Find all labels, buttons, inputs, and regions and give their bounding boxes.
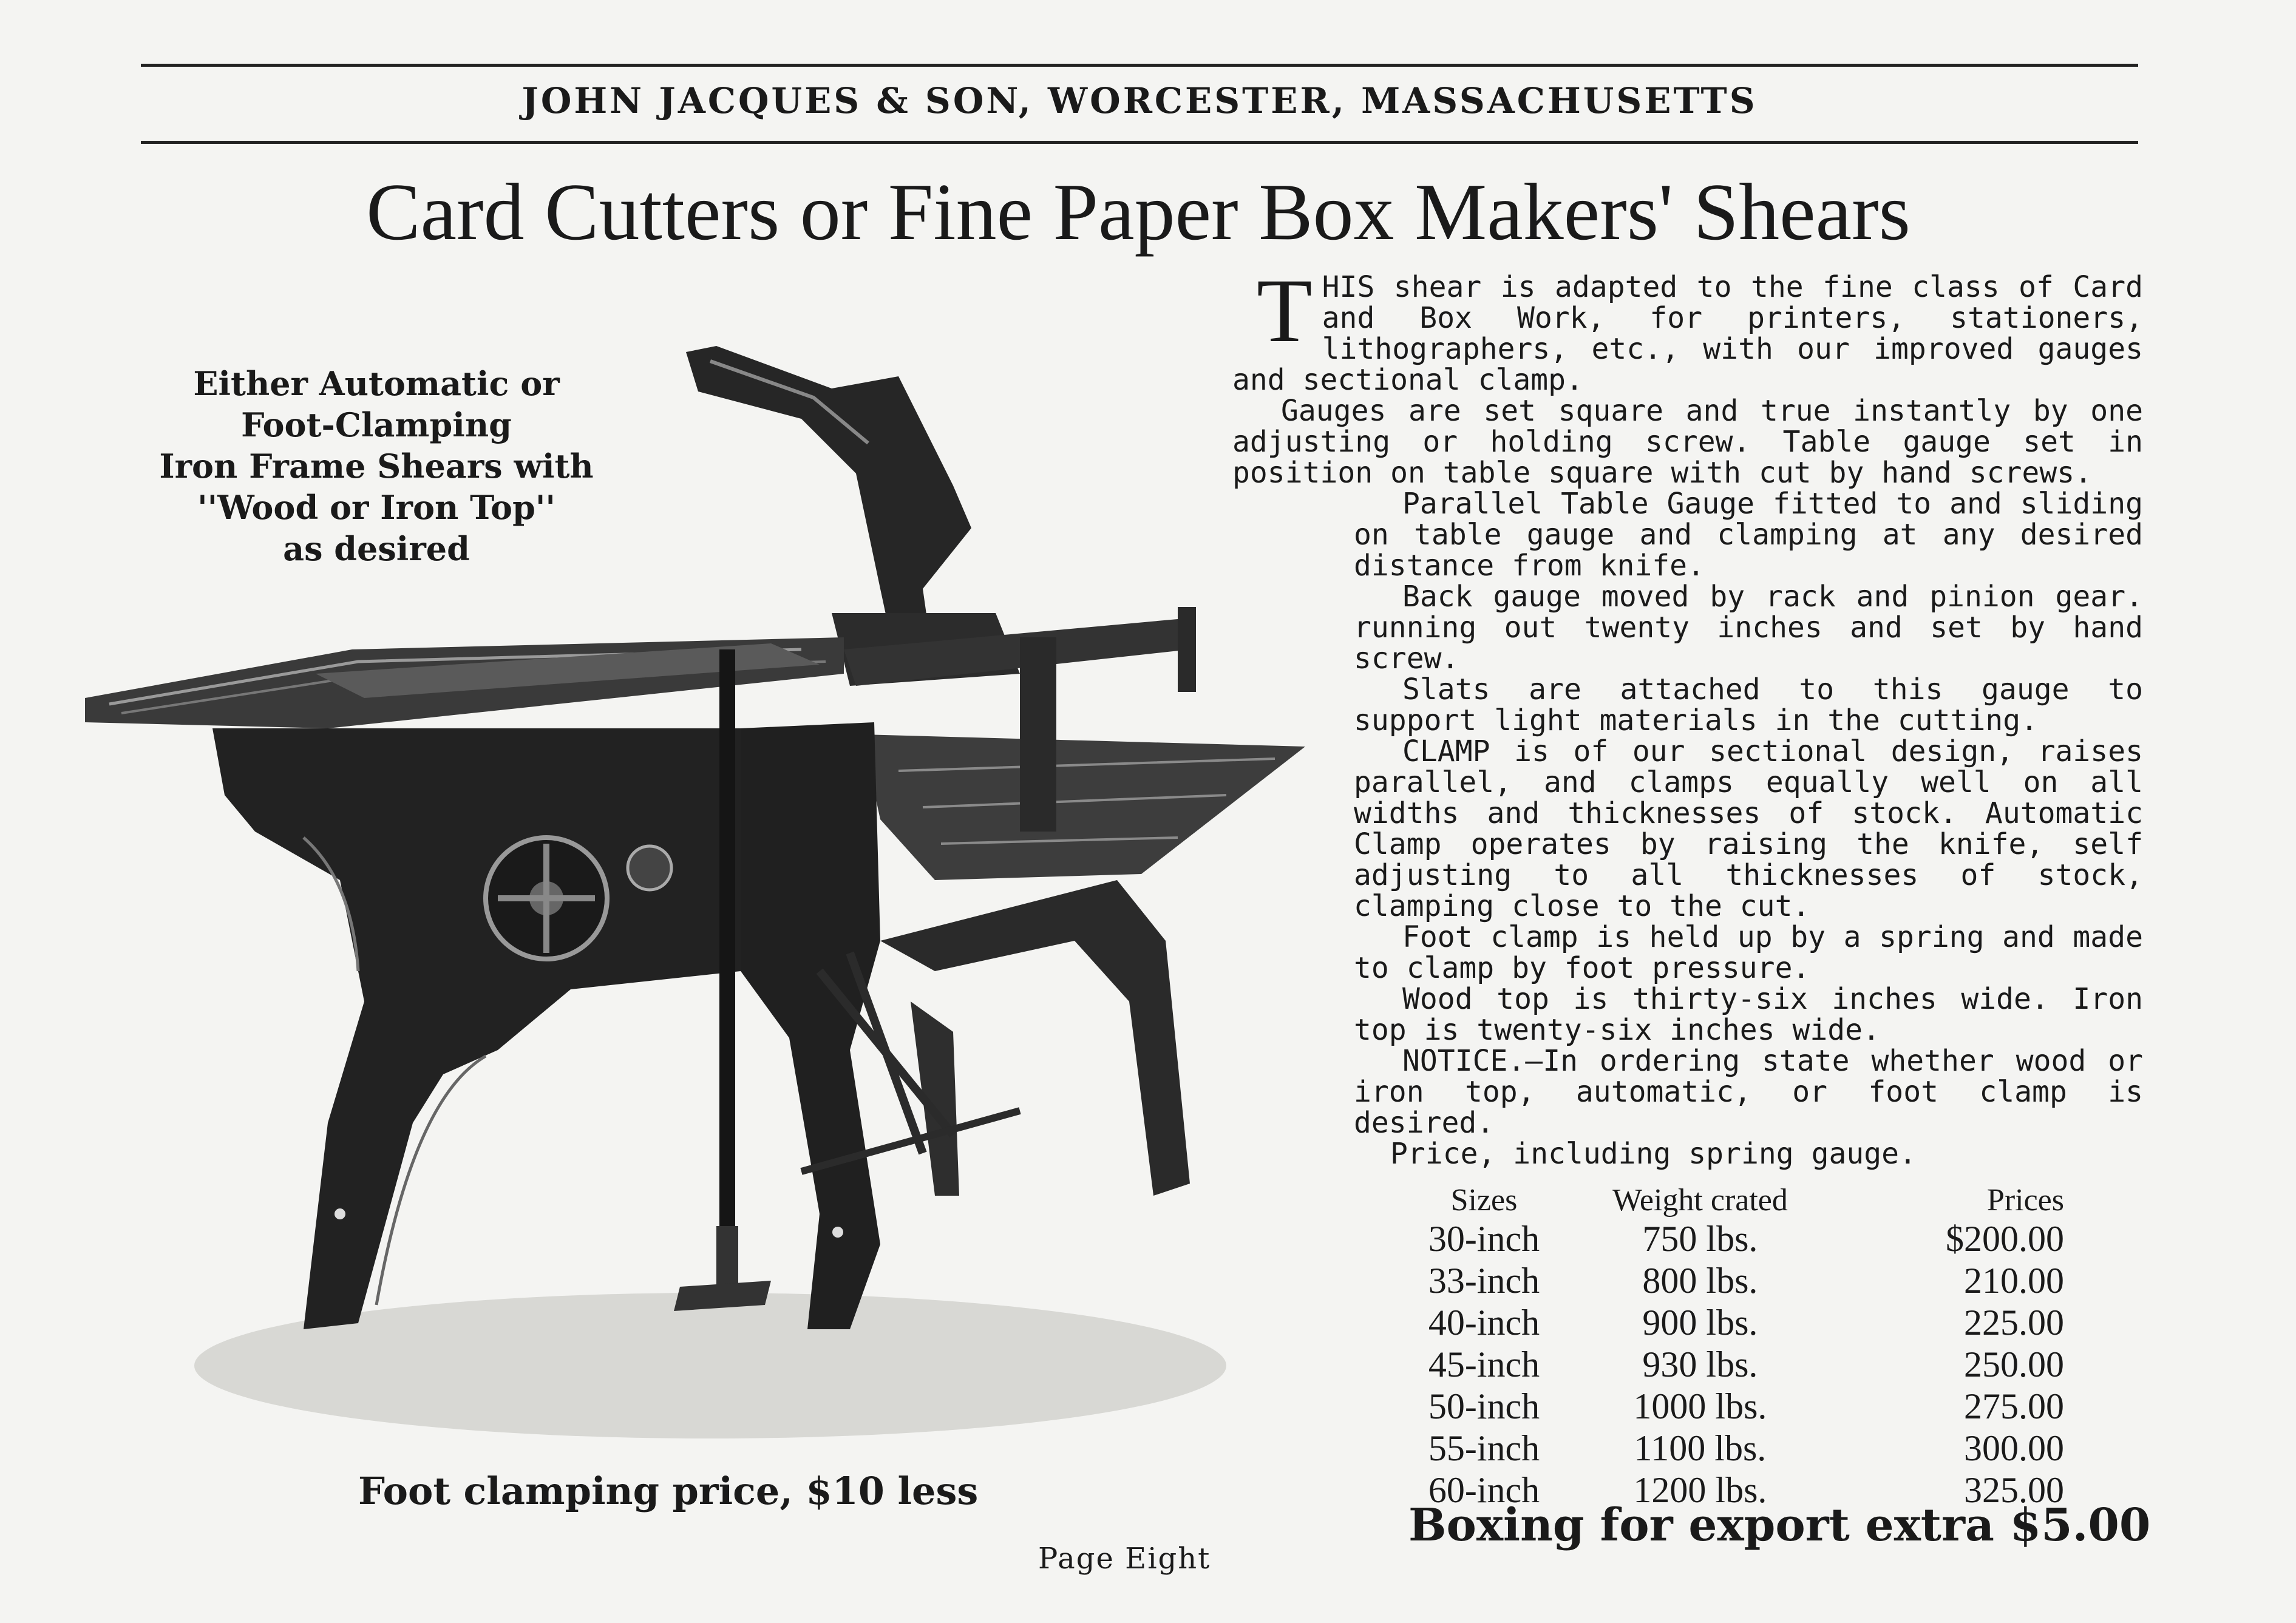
table-row <box>1396 1218 2088 1260</box>
size-cell: 40-inch <box>1428 1303 1540 1343</box>
price-cell: 225.00 <box>1964 1303 2064 1343</box>
description-paragraph: CLAMP is of our sectional design, raises parallel, and clamps equally well on all widths and thicknesses of stock. Automatic Clamp operates by raising the knife, self adjusting to all thicknesses of stock, clamping close to the cut. <box>1354 734 2143 923</box>
table-row <box>1396 1386 2088 1428</box>
company-header: JOHN JACQUES & SON, WORCESTER, MASSACHUSETTS <box>521 80 1758 121</box>
table-row <box>1396 1302 2088 1344</box>
size-cell: 45-inch <box>1428 1344 1540 1384</box>
foot-clamping-note: Foot clamping price, $10 less <box>358 1469 979 1513</box>
description-paragraph: NOTICE.—In ordering state whether wood or iron top, automatic, or foot clamp is desired. <box>1354 1044 2143 1140</box>
price-cell: 275.00 <box>1964 1386 2064 1426</box>
column-header: Sizes <box>1450 1183 1518 1218</box>
table-row <box>1396 1260 2088 1302</box>
caption-line: Iron Frame Shears with <box>159 447 594 486</box>
price-cell: 325.00 <box>1964 1470 2064 1510</box>
description-paragraph: Gauges are set square and true instantly by one adjusting or holding screw. Table gauge set in position on table square with cut by hand screws. <box>1232 394 2143 490</box>
shear-machine-illustration <box>73 334 1336 1487</box>
description-paragraph: Parallel Table Gauge fitted to and sliding on table gauge and clamping at any desired distance from knife. <box>1354 487 2143 583</box>
weight-cell: 1100 lbs. <box>1634 1428 1767 1468</box>
caption-line: Either Automatic or <box>193 364 560 403</box>
size-cell: 50-inch <box>1428 1386 1540 1426</box>
price-cell: 300.00 <box>1964 1428 2064 1468</box>
weight-cell: 750 lbs. <box>1642 1219 1758 1259</box>
price-table <box>1396 1182 2088 1511</box>
description-paragraph: Slats are attached to this gauge to support light materials in the cutting. <box>1354 673 2143 737</box>
column-header: Prices <box>1986 1183 2064 1218</box>
size-cell: 30-inch <box>1428 1219 1540 1259</box>
description-paragraph: Foot clamp is held up by a spring and made to clamp by foot pressure. <box>1354 920 2143 985</box>
price-cell: 250.00 <box>1964 1344 2064 1384</box>
description-paragraph: Back gauge moved by rack and pinion gear. running out twenty inches and set by hand screw. <box>1354 580 2143 676</box>
weight-cell: 800 lbs. <box>1642 1261 1758 1301</box>
weight-cell: 900 lbs. <box>1642 1303 1758 1343</box>
price-cell: $200.00 <box>1946 1219 2064 1259</box>
column-header: Weight crated <box>1612 1183 1788 1218</box>
description-paragraph: Wood top is thirty-six inches wide. Iron top is twenty-six inches wide. <box>1354 982 2143 1047</box>
boxing-note: Boxing for export extra $5.00 <box>1408 1499 2151 1551</box>
weight-cell: 1000 lbs. <box>1633 1386 1767 1426</box>
description-text <box>1232 260 2143 1171</box>
table-row <box>1396 1428 2088 1469</box>
caption-line: ''Wood or Iron Top'' <box>197 488 555 527</box>
drop-cap: T <box>1257 260 1313 361</box>
table-row <box>1396 1344 2088 1386</box>
price-table-header <box>1396 1182 2088 1218</box>
size-cell: 33-inch <box>1428 1261 1540 1301</box>
description-paragraph: HIS shear is adapted to the fine class of Card and Box Work, for printers, stationers, lithographers, etc., with our improved gauges and sectional clamp. <box>1232 270 2143 397</box>
price-cell: 210.00 <box>1964 1261 2064 1301</box>
header-rule-bottom <box>141 141 2138 144</box>
caption-line: Foot-Clamping <box>241 405 512 444</box>
size-cell: 60-inch <box>1428 1470 1540 1510</box>
weight-cell: 1200 lbs. <box>1633 1470 1767 1510</box>
caption-line: as desired <box>283 529 470 568</box>
page-title: Card Cutters or Fine Paper Box Makers' Shears <box>366 167 1911 257</box>
page-number: Page Eight <box>1038 1542 1211 1576</box>
header-rule-top <box>141 64 2138 67</box>
size-cell: 55-inch <box>1428 1428 1540 1468</box>
weight-cell: 930 lbs. <box>1642 1344 1758 1384</box>
price-intro: Price, including spring gauge. <box>1390 1137 1917 1171</box>
